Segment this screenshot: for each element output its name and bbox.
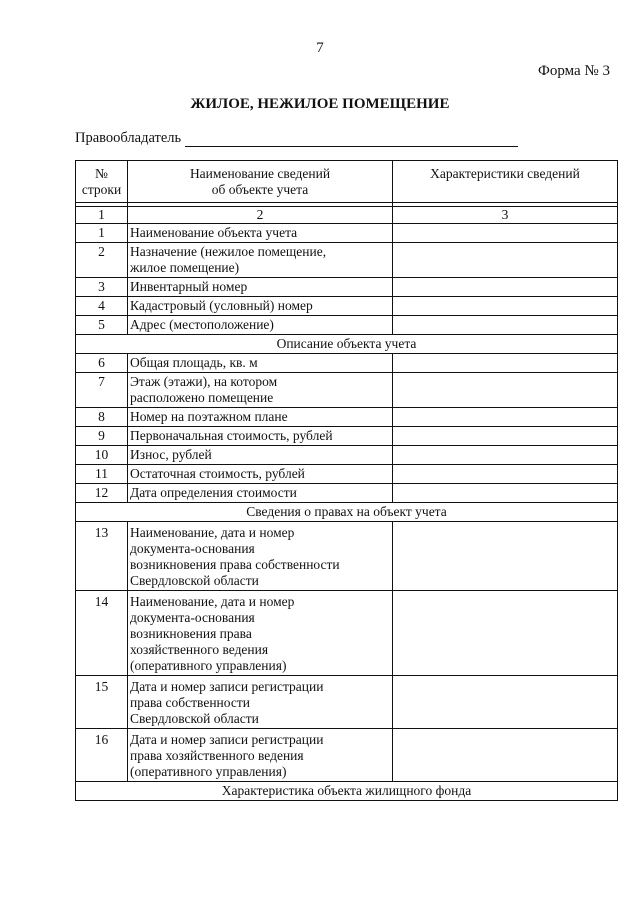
table-row	[76, 316, 618, 335]
row-number: 15	[76, 676, 128, 729]
column-number-row	[76, 207, 618, 224]
info-name-line: (оперативного управления)	[130, 764, 287, 779]
info-name-line: права хозяйственного ведения	[130, 748, 304, 763]
info-name-line: Наименование, дата и номер	[130, 525, 295, 540]
header-characteristics-text: Характеристики сведений	[430, 166, 580, 181]
row-number: 1	[76, 224, 128, 243]
object-info-table-body	[76, 161, 618, 801]
section-description-title: Описание объекта учета	[76, 335, 618, 354]
section-housing	[76, 782, 618, 801]
row-number: 8	[76, 408, 128, 427]
info-name	[128, 408, 393, 427]
row-number: 13	[76, 522, 128, 591]
header-info-name-line2: об объекте учета	[211, 182, 309, 197]
characteristics-value[interactable]	[393, 465, 618, 484]
info-name-line: права собственности	[130, 695, 250, 710]
section-description	[76, 335, 618, 354]
row-number: 3	[76, 278, 128, 297]
row-number: 5	[76, 316, 128, 335]
info-name-line: Инвентарный номер	[130, 279, 248, 294]
table-row	[76, 278, 618, 297]
info-name	[128, 676, 393, 729]
column-number-3: 3	[393, 207, 618, 224]
table-row	[76, 224, 618, 243]
info-name	[128, 446, 393, 465]
characteristics-value[interactable]	[393, 591, 618, 676]
info-name-line: Остаточная стоимость, рублей	[130, 466, 305, 481]
info-name	[128, 224, 393, 243]
info-name-line: возникновения права собственности	[130, 557, 340, 572]
info-name-line: документа-основания	[130, 541, 255, 556]
info-name	[128, 484, 393, 503]
table-row	[76, 297, 618, 316]
row-number: 11	[76, 465, 128, 484]
row-number: 6	[76, 354, 128, 373]
characteristics-value[interactable]	[393, 278, 618, 297]
section-rights-title: Сведения о правах на объект учета	[76, 503, 618, 522]
info-name-line: (оперативного управления)	[130, 658, 287, 673]
info-name-line: Наименование объекта учета	[130, 225, 298, 240]
info-name-line: Дата и номер записи регистрации	[130, 679, 324, 694]
owner-blank-line	[185, 132, 518, 147]
info-name-line: Наименование, дата и номер	[130, 594, 295, 609]
characteristics-value[interactable]	[393, 373, 618, 408]
info-name-line: Номер на поэтажном плане	[130, 409, 288, 424]
info-name	[128, 591, 393, 676]
info-name-line: Дата определения стоимости	[130, 485, 297, 500]
info-name	[128, 522, 393, 591]
table-row	[76, 408, 618, 427]
info-name-line: расположено помещение	[130, 390, 274, 405]
header-info-name	[128, 161, 393, 203]
row-number: 9	[76, 427, 128, 446]
characteristics-value[interactable]	[393, 484, 618, 503]
info-name-line: Свердловской области	[130, 711, 259, 726]
table-row	[76, 465, 618, 484]
table-row	[76, 446, 618, 465]
info-name-line: Первоначальная стоимость, рублей	[130, 428, 333, 443]
table-row	[76, 729, 618, 782]
info-name-line: Износ, рублей	[130, 447, 212, 462]
table-row	[76, 354, 618, 373]
info-name	[128, 278, 393, 297]
row-number: 7	[76, 373, 128, 408]
info-name	[128, 297, 393, 316]
table-row	[76, 243, 618, 278]
characteristics-value[interactable]	[393, 354, 618, 373]
column-number-1: 1	[76, 207, 128, 224]
header-characteristics	[393, 161, 618, 203]
info-name-line: возникновения права	[130, 626, 252, 641]
characteristics-value[interactable]	[393, 676, 618, 729]
row-number: 16	[76, 729, 128, 782]
info-name-line: Назначение (нежилое помещение,	[130, 244, 327, 259]
characteristics-value[interactable]	[393, 522, 618, 591]
info-name	[128, 354, 393, 373]
form-number: Форма № 3	[538, 63, 610, 79]
characteristics-value[interactable]	[393, 408, 618, 427]
table-row	[76, 591, 618, 676]
characteristics-value[interactable]	[393, 297, 618, 316]
header-row-number-line2: строки	[81, 182, 122, 197]
object-info-table	[75, 160, 618, 801]
row-number: 12	[76, 484, 128, 503]
info-name-line: Свердловской области	[130, 573, 259, 588]
info-name-line: Дата и номер записи регистрации	[130, 732, 324, 747]
info-name-line: хозяйственного ведения	[130, 642, 269, 657]
characteristics-value[interactable]	[393, 243, 618, 278]
row-number: 2	[76, 243, 128, 278]
table-row	[76, 676, 618, 729]
document-title: ЖИЛОЕ, НЕЖИЛОЕ ПОМЕЩЕНИЕ	[190, 96, 450, 112]
info-name-line: документа-основания	[130, 610, 255, 625]
info-name	[128, 243, 393, 278]
header-row-number	[76, 161, 128, 203]
characteristics-value[interactable]	[393, 446, 618, 465]
owner-label: Правообладатель	[75, 130, 182, 146]
characteristics-value[interactable]	[393, 729, 618, 782]
column-number-2: 2	[128, 207, 393, 224]
info-name	[128, 427, 393, 446]
page-number: 7	[316, 40, 324, 56]
table-row	[76, 522, 618, 591]
table-row	[76, 373, 618, 408]
table-row	[76, 427, 618, 446]
header-info-name-line1: Наименование сведений	[189, 166, 331, 181]
info-name	[128, 729, 393, 782]
section-housing-title: Характеристика объекта жилищного фонда	[76, 782, 618, 801]
info-name	[128, 373, 393, 408]
info-name-line: Этаж (этажи), на котором	[130, 374, 278, 389]
info-name-line: жилое помещение)	[130, 260, 240, 275]
info-name-line: Кадастровый (условный) номер	[130, 298, 313, 313]
characteristics-value[interactable]	[393, 316, 618, 335]
characteristics-value[interactable]	[393, 224, 618, 243]
table-header-row	[76, 161, 618, 203]
info-name-line: Общая площадь, кв. м	[130, 355, 258, 370]
info-name-line: Адрес (местоположение)	[130, 317, 274, 332]
header-row-number-line1: №	[95, 166, 108, 181]
table-row	[76, 484, 618, 503]
info-name	[128, 465, 393, 484]
characteristics-value[interactable]	[393, 427, 618, 446]
owner-field	[75, 130, 518, 147]
row-number: 10	[76, 446, 128, 465]
row-number: 14	[76, 591, 128, 676]
section-rights	[76, 503, 618, 522]
info-name	[128, 316, 393, 335]
row-number: 4	[76, 297, 128, 316]
